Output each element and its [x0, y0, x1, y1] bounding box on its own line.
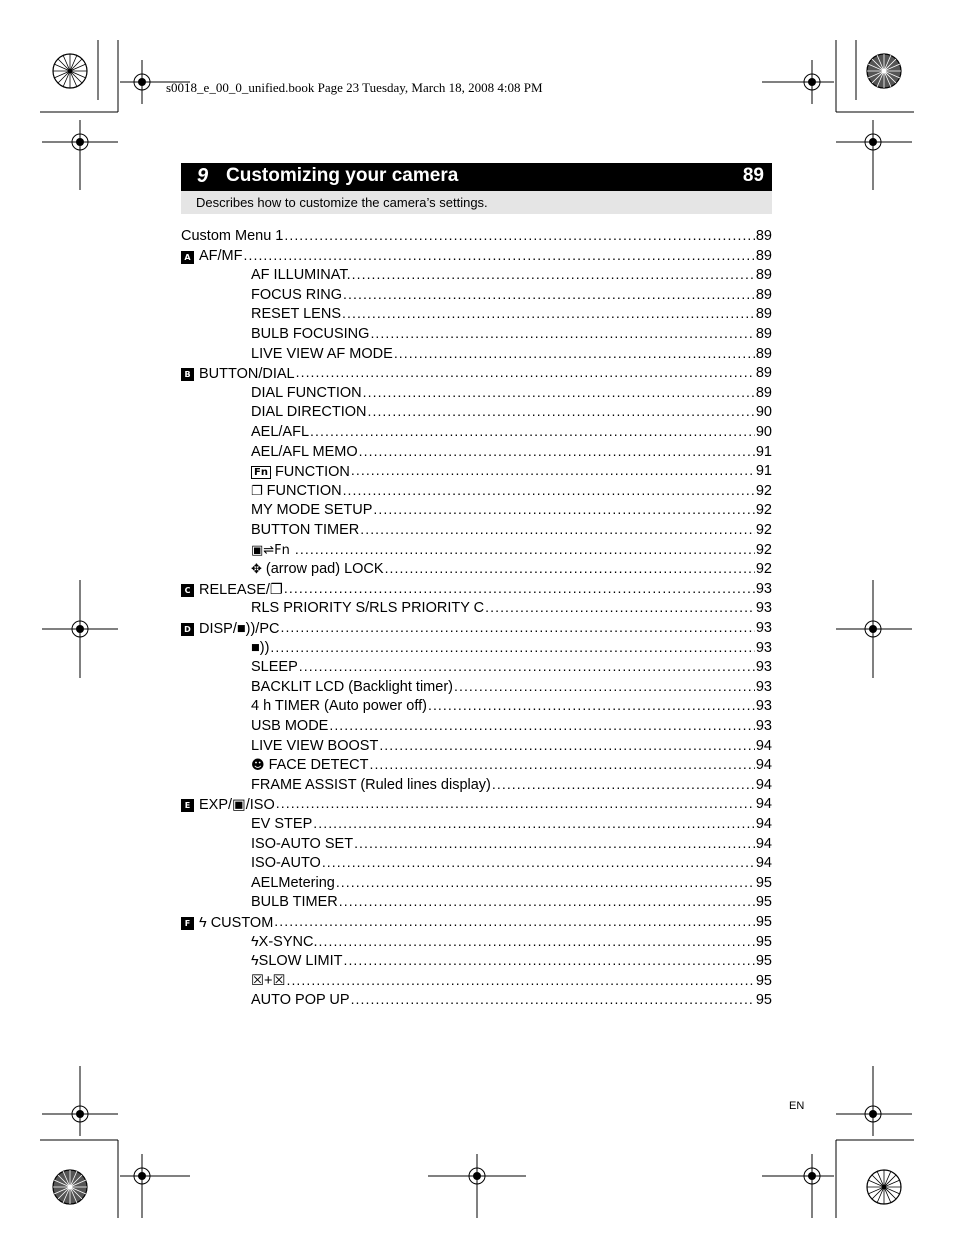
toc-entry[interactable]	[181, 285, 772, 305]
toc-page-number: 89	[755, 267, 772, 284]
toc-page-number: 92	[755, 561, 772, 578]
toc-entry[interactable]	[181, 696, 772, 716]
toc-page-number: 89	[755, 228, 772, 244]
toc-entry-title	[251, 423, 309, 443]
chapter-description-bar	[181, 191, 772, 214]
toc-entry-title	[251, 854, 321, 874]
dot-leader	[485, 598, 755, 619]
toc-entry-label: DIAL FUNCTION	[251, 384, 362, 401]
toc-page-number: 95	[755, 874, 772, 891]
toc-entry[interactable]	[181, 461, 772, 481]
toc-entry-label: BULB TIMER	[251, 894, 338, 911]
toc-entry-label: 4 h TIMER (Auto power off)	[251, 698, 427, 715]
toc-page-number: 94	[755, 776, 772, 793]
toc-entry-title	[251, 325, 369, 345]
toc-entry-label: FACE DETECT	[268, 756, 369, 773]
toc-entry-label: FUNCTION	[274, 463, 350, 480]
chapter-page-number: 89	[742, 165, 764, 186]
toc-page-number: 92	[755, 541, 772, 558]
toc-entry-title	[251, 521, 359, 541]
dot-leader	[354, 834, 755, 855]
toc-entry-label: AEL/AFL MEMO	[251, 443, 358, 460]
dot-leader	[322, 853, 755, 874]
toc-entry-title	[251, 756, 368, 776]
toc-entry-title	[251, 501, 372, 521]
toc-entry-label: USB MODE	[251, 718, 329, 734]
toc-page-number: 89	[755, 286, 772, 303]
toc-entry[interactable]	[181, 363, 772, 383]
toc-entry-label: AEL/AFL	[251, 424, 310, 440]
toc-entry-title	[251, 815, 312, 835]
toc-entry-label: LIVE VIEW AF MODE	[251, 345, 393, 362]
toc-entry-title	[251, 933, 318, 953]
toc-entry[interactable]	[181, 932, 772, 952]
toc-entry[interactable]	[181, 383, 772, 403]
dot-leader	[284, 226, 755, 247]
book-file-info: s0018_e_00_0_unified.book Page 23 Tuesday, March 18, 2008 4:08 PM	[166, 80, 543, 95]
toc-entry[interactable]	[181, 265, 772, 285]
toc-entry-title	[181, 620, 279, 640]
toc-page-number: 93	[755, 639, 772, 656]
toc-entry[interactable]	[181, 500, 772, 520]
toc-entry-title	[251, 717, 328, 737]
toc-entry-label: AF/MF	[199, 248, 243, 265]
toc-entry-label: ISO-AUTO SET	[251, 835, 354, 852]
toc-entry[interactable]	[181, 618, 772, 638]
toc-entry-label: DIAL DIRECTION	[251, 404, 367, 421]
toc-page-number: 93	[755, 580, 772, 597]
dot-leader	[428, 696, 755, 717]
dot-leader	[363, 383, 755, 404]
dot-leader	[492, 775, 755, 796]
toc-page-number: 93	[755, 678, 772, 695]
toc-entry[interactable]	[181, 540, 772, 560]
dot-leader	[359, 442, 755, 463]
toc-page-number: 95	[755, 953, 772, 970]
toc-page-number: 89	[755, 306, 772, 323]
toc-entry[interactable]	[181, 344, 772, 364]
toc-entry[interactable]	[181, 324, 772, 344]
custom-menu-badge-icon: E	[181, 799, 194, 812]
toc-entry-title	[251, 443, 358, 463]
toc-entry-label: ϟ CUSTOM	[199, 914, 274, 931]
toc-entry-label: ϟX-SYNC.	[251, 933, 318, 950]
toc-entry[interactable]	[181, 559, 772, 579]
toc-entry-title	[251, 991, 350, 1011]
toc-entry-title	[251, 305, 341, 325]
toc-entry-title	[251, 737, 378, 757]
toc-entry[interactable]	[181, 755, 772, 775]
toc-entry[interactable]	[181, 873, 772, 893]
toc-entry-label: FUNCTION	[266, 482, 342, 499]
toc-entry-label: Custom Menu 1	[181, 228, 284, 244]
toc-entry[interactable]	[181, 304, 772, 324]
toc-entry[interactable]	[181, 814, 772, 834]
dot-leader	[339, 892, 755, 913]
custom-menu-badge-icon: A	[181, 251, 194, 264]
toc-entry[interactable]	[181, 481, 772, 501]
toc-entry-label: AELMetering	[251, 874, 335, 891]
toc-entry-label: LIVE VIEW BOOST	[251, 737, 379, 754]
toc-entry-title	[251, 952, 342, 972]
button-symbol-icon: Fn	[251, 466, 271, 479]
dot-leader	[351, 461, 755, 482]
toc-entry[interactable]	[181, 598, 772, 618]
dot-leader	[274, 912, 755, 933]
toc-entry[interactable]	[181, 579, 772, 599]
custom-menu-badge-icon: B	[181, 368, 194, 381]
button-symbol-icon: ✥	[251, 562, 262, 578]
dot-leader	[454, 677, 755, 698]
dot-leader	[343, 481, 755, 502]
toc-page-number: 89	[755, 326, 772, 342]
dot-leader	[352, 265, 755, 286]
toc-entry-title	[251, 403, 366, 423]
dot-leader	[244, 246, 755, 267]
toc-entry-title	[251, 972, 285, 992]
toc-entry-label: FOCUS RING	[251, 286, 343, 303]
toc-page-number: 91	[755, 463, 772, 480]
dot-leader	[367, 402, 754, 423]
toc-entry-label: RELEASE/❐	[199, 581, 283, 598]
toc-page-number: 93	[755, 698, 772, 715]
toc-page-number: 89	[755, 384, 772, 401]
toc-entry[interactable]	[181, 775, 772, 795]
dot-leader	[379, 736, 755, 757]
toc-entry-label: EV STEP	[251, 816, 313, 832]
toc-entry-label: MY MODE SETUP	[251, 502, 373, 519]
toc-entry-title	[251, 599, 484, 619]
dot-leader	[373, 500, 754, 521]
toc-page-number: 92	[755, 522, 772, 538]
dot-leader	[329, 716, 755, 737]
toc-entry-label: (arrow pad) LOCK	[265, 560, 384, 577]
toc-entry-title	[251, 639, 269, 659]
toc-entry[interactable]	[181, 912, 772, 932]
toc-entry-title	[251, 384, 362, 404]
toc-page-number: 91	[755, 443, 772, 460]
toc-page-number: 94	[755, 757, 772, 774]
toc-entry-title	[251, 658, 298, 678]
toc-entry-title	[251, 544, 294, 557]
toc-entry-title	[251, 678, 453, 698]
toc-entry-title	[251, 345, 393, 365]
toc-entry-title	[181, 247, 243, 267]
toc-page-number: 93	[755, 620, 772, 636]
toc-entry[interactable]	[181, 520, 772, 540]
toc-entry-title	[251, 482, 342, 502]
toc-entry-label: BACKLIT LCD (Backlight timer)	[251, 678, 453, 695]
toc-page-number: 93	[755, 659, 772, 676]
toc-entry-label: ☒+☒	[251, 972, 286, 989]
toc-entry-label: BULB FOCUSING	[251, 326, 370, 342]
toc-entry[interactable]	[181, 442, 772, 462]
toc-page-number: 90	[755, 404, 772, 421]
dot-leader	[319, 932, 755, 953]
toc-page-number: 95	[755, 933, 772, 950]
dot-leader	[385, 559, 755, 580]
toc-page-number: 95	[755, 972, 772, 989]
toc-page-number: 89	[755, 365, 772, 382]
toc-page-number: 92	[755, 482, 772, 499]
toc-page-number: 89	[755, 247, 772, 264]
toc-entry-label: ISO-AUTO	[251, 855, 321, 872]
button-symbol-icon: ❐	[251, 483, 263, 499]
dot-leader	[310, 422, 755, 443]
toc-entry[interactable]	[181, 716, 772, 736]
dot-leader	[351, 990, 755, 1011]
dot-leader	[343, 951, 754, 972]
chapter-heading-bar	[181, 163, 772, 191]
button-symbol-icon: ▣⇌Fn	[251, 542, 290, 558]
custom-menu-badge-icon: D	[181, 623, 194, 636]
toc-entry-title	[251, 266, 351, 286]
toc-entry-label: RLS PRIORITY S/RLS PRIORITY C	[251, 600, 485, 617]
toc-entry-label: RESET LENS	[251, 306, 341, 323]
toc-entry[interactable]	[181, 402, 772, 422]
toc-entry-label: AF ILLUMINAT.	[251, 267, 351, 284]
toc-entry-title	[181, 227, 283, 247]
toc-page-number: 92	[755, 502, 772, 519]
toc-entry[interactable]	[181, 951, 772, 971]
toc-entry-title	[251, 835, 353, 855]
toc-entry-label: ϟSLOW LIMIT	[251, 953, 343, 970]
toc-entry-label: AUTO POP UP	[251, 992, 350, 1009]
dot-leader	[276, 794, 755, 815]
toc-entry-label: BUTTON TIMER	[251, 522, 360, 538]
toc-entry[interactable]	[181, 990, 772, 1010]
dot-leader	[313, 814, 755, 835]
toc-entry-title	[251, 463, 350, 483]
dot-leader	[295, 540, 755, 561]
toc-page-number: 94	[755, 737, 772, 754]
dot-leader	[370, 324, 754, 345]
toc-entry[interactable]	[181, 736, 772, 756]
custom-menu-badge-icon: F	[181, 917, 194, 930]
toc-entry[interactable]	[181, 971, 772, 991]
toc-page-number: 90	[755, 424, 772, 440]
dot-leader	[270, 638, 754, 659]
dot-leader	[284, 579, 755, 600]
dot-leader	[342, 304, 755, 325]
toc-entry-title	[251, 776, 491, 796]
toc-page-number: 95	[755, 914, 772, 930]
toc-entry[interactable]	[181, 834, 772, 854]
toc-entry-title	[251, 874, 335, 894]
toc-entry-label: ■))	[251, 639, 270, 656]
toc-entry[interactable]	[181, 638, 772, 658]
toc-entry[interactable]	[181, 657, 772, 677]
toc-entry-title	[181, 365, 295, 385]
chapter-description: Describes how to customize the camera’s settings.	[196, 195, 488, 210]
chapter-number: 9	[197, 165, 209, 187]
toc-entry-title	[181, 796, 275, 816]
dot-leader	[280, 618, 754, 639]
toc-entry-label: EXP/▣/ISO	[199, 797, 275, 814]
toc-entry-title	[181, 581, 283, 601]
toc-entry[interactable]	[181, 246, 772, 266]
dot-leader	[343, 285, 755, 306]
toc-entry[interactable]	[181, 422, 772, 442]
chapter-title: Customizing your camera	[226, 165, 459, 186]
toc-entry[interactable]	[181, 892, 772, 912]
language-code: EN	[789, 1100, 805, 1112]
dot-leader	[296, 363, 755, 384]
toc-entry-title	[251, 286, 342, 306]
toc-page-number: 94	[755, 855, 772, 872]
toc-entry[interactable]	[181, 794, 772, 814]
dot-leader	[369, 755, 754, 776]
dot-leader	[336, 873, 755, 894]
toc-entry-title	[251, 697, 427, 717]
toc-entry-label: DISP/■))/PC	[199, 620, 280, 637]
button-symbol-icon: ☻	[251, 758, 265, 774]
toc-page-number: 94	[755, 816, 772, 832]
toc-page-number: 95	[755, 894, 772, 911]
custom-menu-badge-icon: C	[181, 584, 194, 597]
toc-page-number: 93	[755, 600, 772, 617]
toc-entry-label: FRAME ASSIST (Ruled lines display)	[251, 776, 491, 793]
toc-entry[interactable]	[181, 677, 772, 697]
dot-leader	[394, 344, 755, 365]
dot-leader	[286, 971, 754, 992]
toc-entry[interactable]	[181, 226, 772, 246]
toc-page-number: 93	[755, 718, 772, 734]
toc-entry[interactable]	[181, 853, 772, 873]
toc-page-number: 94	[755, 835, 772, 852]
dot-leader	[360, 520, 755, 541]
toc-page-number: 95	[755, 992, 772, 1009]
toc-entry-title	[251, 560, 384, 580]
toc-page-number: 94	[755, 796, 772, 813]
toc-entry-label: BUTTON/DIAL	[199, 365, 295, 382]
toc-page-number: 89	[755, 345, 772, 362]
toc-entry-title	[251, 893, 338, 913]
toc-entry-title	[181, 914, 273, 934]
dot-leader	[299, 657, 755, 678]
toc-entry-label: SLEEP	[251, 659, 298, 676]
